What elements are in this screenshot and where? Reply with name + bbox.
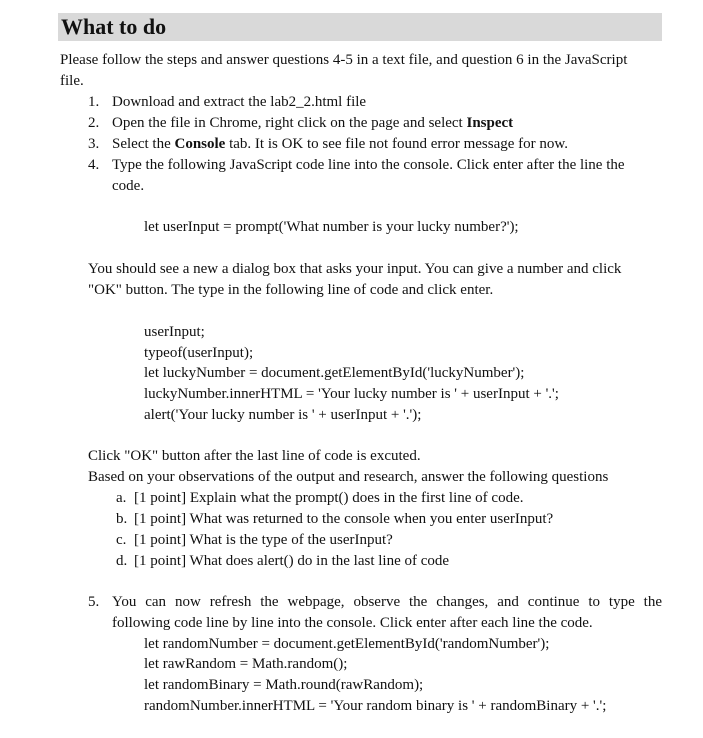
code-block-2-line: luckyNumber.innerHTML = 'Your lucky number is ' + userInput + '.';: [144, 386, 559, 402]
question-d-label: d.: [116, 553, 128, 569]
step-3-number: 3.: [88, 136, 100, 152]
step-3-text: [112, 135, 568, 154]
step-3-pre: Select the: [112, 136, 175, 152]
step-1-text: Download and extract the lab2_2.html file: [112, 94, 367, 110]
step-2-text: [112, 114, 513, 133]
step-3-post: tab. It is OK to see file not found error message for now.: [225, 136, 569, 152]
intro-line-1: Please follow the steps and answer questions 4-5 in a text file, and question 6 in the JavaScript: [60, 52, 628, 68]
code-block-3-line: randomNumber.innerHTML = 'Your random binary is ' + randomBinary + '.';: [144, 698, 607, 714]
code-block-2-line: let luckyNumber = document.getElementById('luckyNumber');: [144, 365, 525, 381]
code-block-3-line: let randomBinary = Math.round(rawRandom);: [144, 677, 424, 693]
code-block-2-line: alert('Your lucky number is ' + userInput + '.');: [144, 407, 422, 423]
paragraph-2-line-1: You should see a new a dialog box that asks your input. You can give a number and click: [88, 261, 622, 277]
section-heading: [58, 13, 662, 41]
code-block-3-line: let rawRandom = Math.random();: [144, 656, 348, 672]
step-5-line-1: You can now refresh the webpage, observe the changes, and continue to type the: [112, 594, 662, 610]
question-b-text: [1 point] What was returned to the console when you enter userInput?: [134, 511, 554, 527]
step-4-line-2: code.: [112, 178, 145, 194]
code-block-1-line: let userInput = prompt('What number is your lucky number?');: [144, 219, 519, 235]
question-c-text: [1 point] What is the type of the userInput?: [134, 532, 393, 548]
question-d-text: [1 point] What does alert() do in the last line of code: [134, 553, 450, 569]
paragraph-3-line-1: Click "OK" button after the last line of code is excuted.: [88, 448, 421, 464]
question-c-label: c.: [116, 532, 127, 548]
question-a-label: a.: [116, 490, 127, 506]
code-block-2-line: userInput;: [144, 324, 205, 340]
step-3-bold: Console: [174, 136, 226, 152]
step-2-pre: Open the file in Chrome, right click on the page and select: [112, 115, 467, 131]
code-block-3-line: let randomNumber = document.getElementById('randomNumber');: [144, 636, 550, 652]
code-block-2-line: typeof(userInput);: [144, 345, 254, 361]
intro-line-2: file.: [60, 73, 84, 89]
step-4-number: 4.: [88, 157, 100, 173]
question-a-text: [1 point] Explain what the prompt() does in the first line of code.: [134, 490, 524, 506]
step-4-line-1: Type the following JavaScript code line into the console. Click enter after the line the: [112, 157, 625, 173]
step-1-number: 1.: [88, 94, 100, 110]
paragraph-3-line-2: Based on your observations of the output and research, answer the following questions: [88, 469, 609, 485]
step-5-line-2: following code line by line into the console. Click enter after each line the code.: [112, 615, 593, 631]
step-5-number: 5.: [88, 594, 100, 610]
step-2-number: 2.: [88, 115, 100, 131]
paragraph-2-line-2: "OK" button. The type in the following line of code and click enter.: [88, 282, 494, 298]
step-2-bold: Inspect: [466, 115, 514, 131]
question-b-label: b.: [116, 511, 128, 527]
page-title: What to do: [61, 14, 167, 39]
